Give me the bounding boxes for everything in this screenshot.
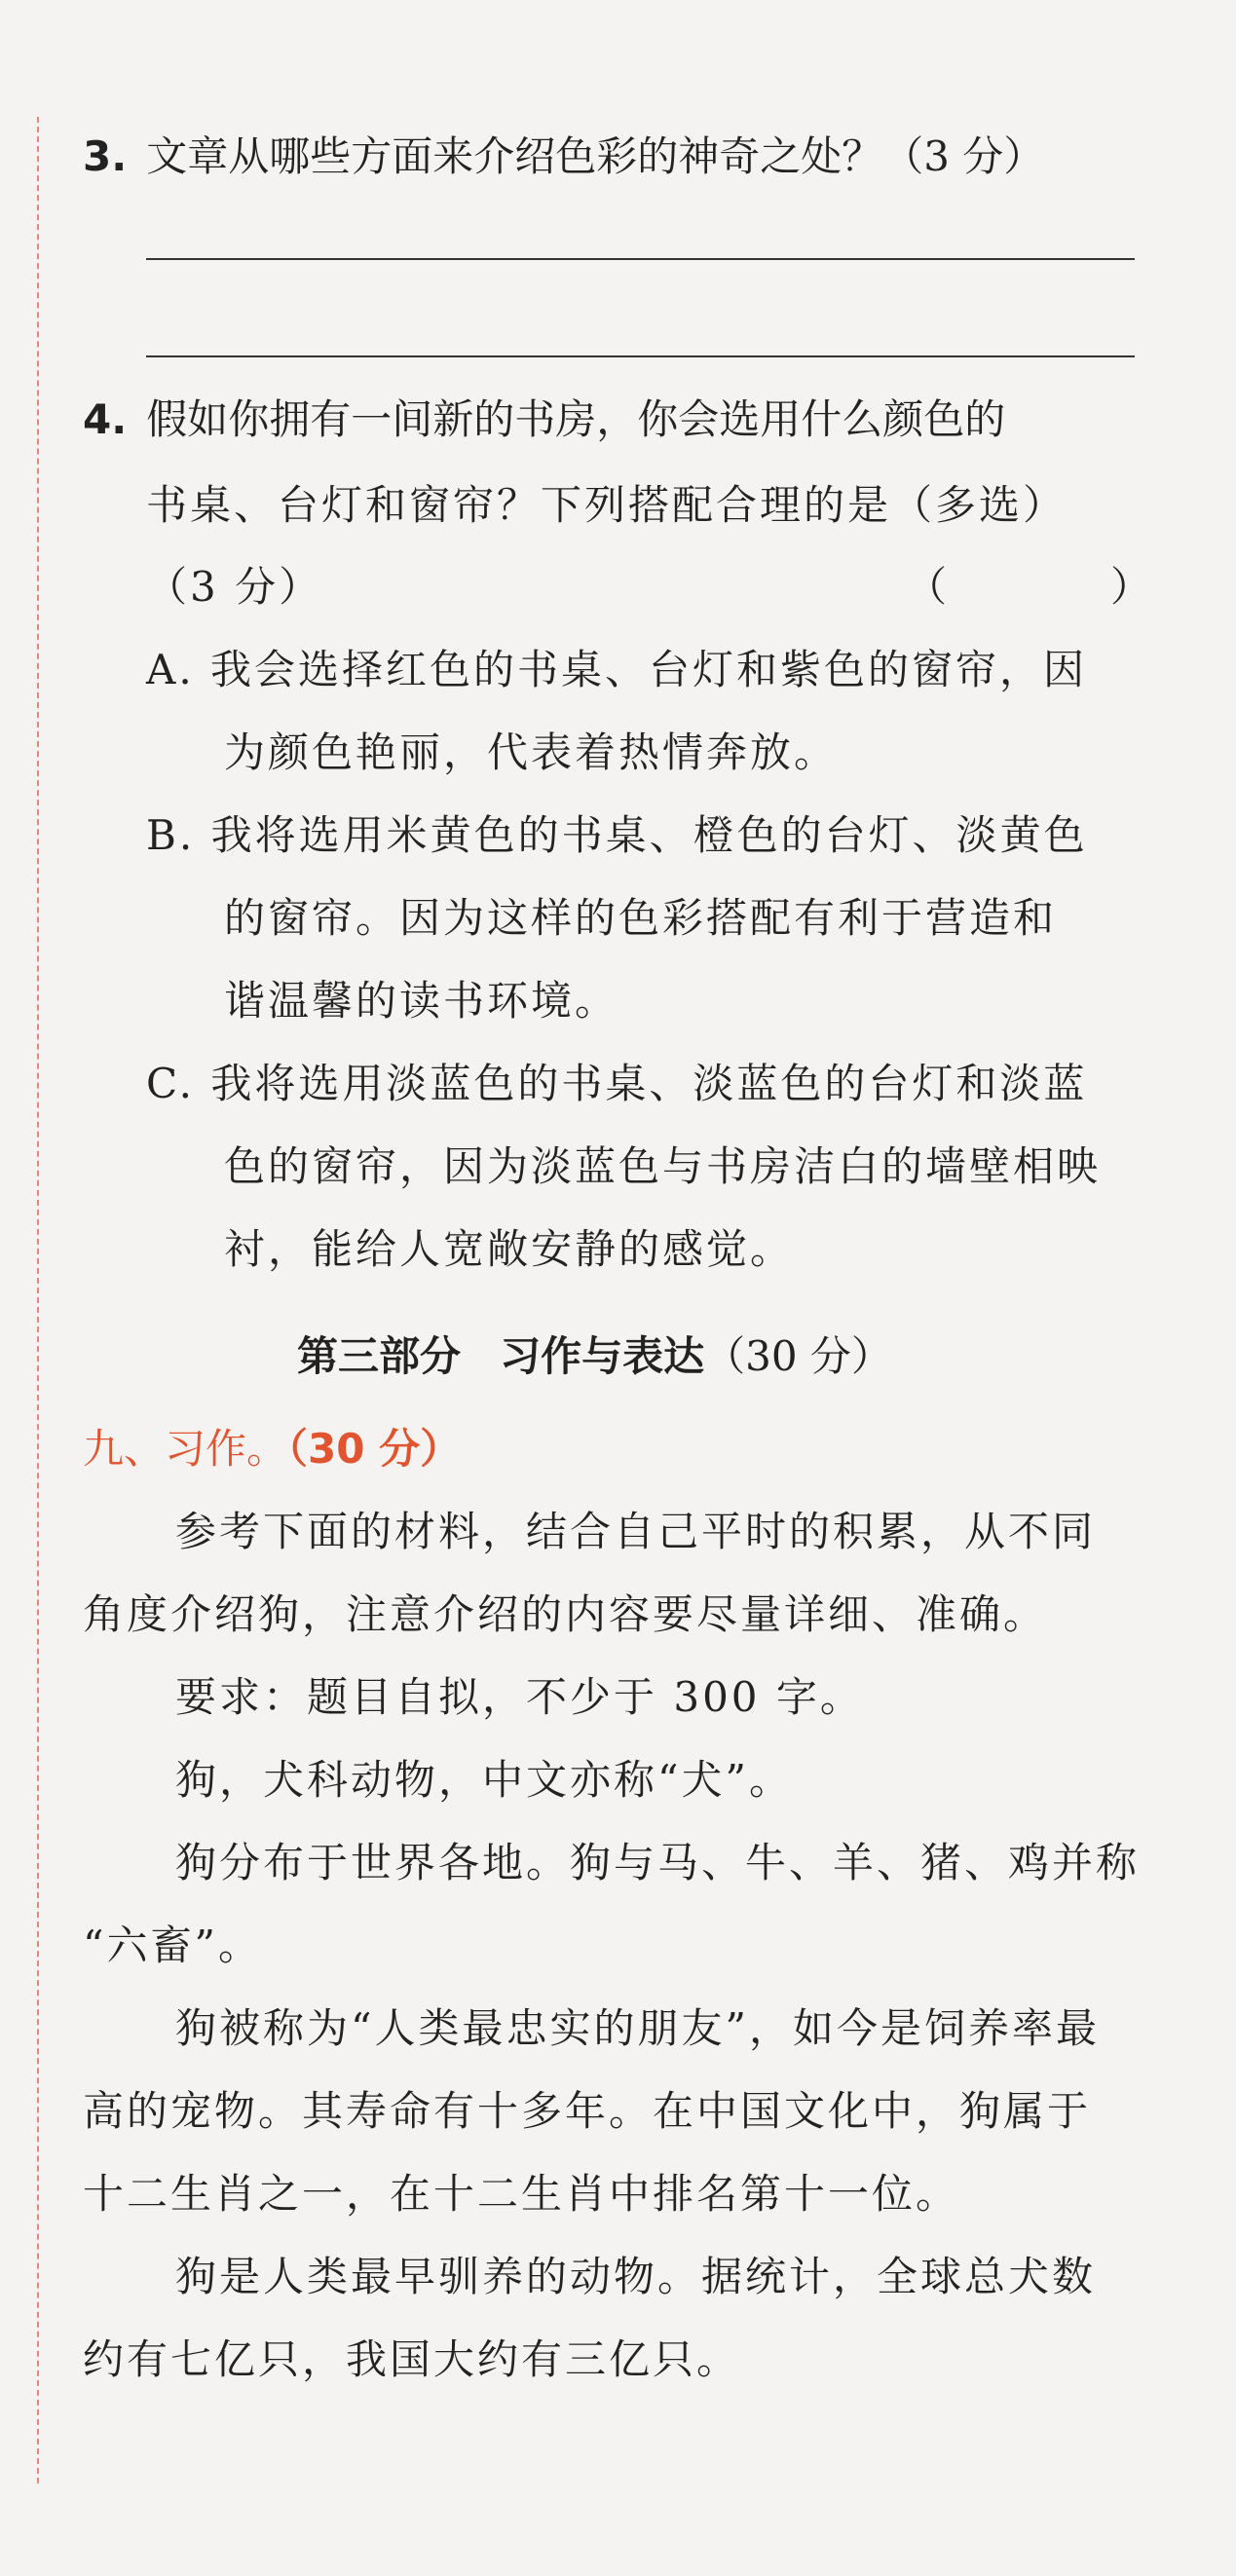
answer-paren-close[interactable]: ）: [1110, 563, 1152, 611]
option-letter: B.: [146, 811, 196, 859]
essay-line: 狗分布于世界各地。狗与马、牛、羊、猪、鸡并称: [175, 1839, 1141, 1886]
answer-line[interactable]: [146, 258, 1135, 260]
question-4: [83, 388, 1149, 446]
essay-line: 狗被称为“人类最忠实的朋友”，如今是饲养率最: [175, 2004, 1100, 2052]
option-text-line: 衬，能给人宽敞安静的感觉。: [224, 1225, 795, 1273]
option-letter: C.: [146, 1060, 195, 1107]
essay-line: “六畜”。: [83, 1922, 262, 1969]
option-b: [146, 803, 1088, 862]
question-number: 3.: [83, 132, 128, 180]
essay-score: （30 分）: [287, 1425, 462, 1473]
section-title: [297, 1325, 892, 1383]
answer-paren-open[interactable]: （: [906, 563, 948, 611]
essay-line: 约有七亿只，我国大约有三亿只。: [83, 2335, 741, 2383]
essay-line: 角度介绍狗，注意介绍的内容要尽量详细、准确。: [83, 1590, 1048, 1638]
option-letter: A.: [146, 646, 195, 693]
question-number: 4.: [83, 395, 128, 443]
essay-line: 高的宠物。其寿命有十多年。在中国文化中，狗属于: [83, 2087, 1092, 2135]
section-name: 习作与表达: [500, 1332, 705, 1380]
option-text-line: 我将选用淡蓝色的书桌、淡蓝色的台灯和淡蓝: [210, 1060, 1088, 1107]
question-text-line: 书桌、台灯和窗帘？下列搭配合理的是（多选）: [146, 481, 1067, 529]
essay-line: 要求：题目自拟，不少于 300 字。: [175, 1673, 864, 1721]
option-text-line: 我将选用米黄色的书桌、橙色的台灯、淡黄色: [210, 811, 1088, 859]
section-score: （30 分）: [704, 1332, 892, 1380]
essay-label: 九、习作。: [83, 1425, 288, 1473]
essay-line: 参考下面的材料，结合自己平时的积累，从不同: [175, 1508, 1097, 1555]
essay-line: 狗，犬科动物，中文亦称“犬”。: [175, 1756, 793, 1804]
option-a: [146, 638, 1087, 696]
option-text-line: 色的窗帘，因为淡蓝色与书房洁白的墙壁相映: [224, 1142, 1102, 1190]
option-c: [146, 1052, 1087, 1110]
question-text: 文章从哪些方面来介绍色彩的神奇之处？（3 分）: [146, 132, 1045, 180]
answer-line[interactable]: [146, 355, 1135, 357]
option-text-line: 的窗帘。因为这样的色彩搭配有利于营造和: [224, 894, 1058, 942]
margin-dashed-line: [37, 117, 39, 2483]
option-text-line: 我会选择红色的书桌、台灯和紫色的窗帘，因: [210, 646, 1088, 693]
essay-heading: [83, 1417, 461, 1475]
section-part: 第三部分: [297, 1332, 462, 1380]
question-text-line: 假如你拥有一间新的书房，你会选用什么颜色的: [146, 395, 1006, 443]
essay-line: 狗是人类最早驯养的动物。据统计，全球总犬数: [175, 2253, 1097, 2300]
question-text-line: （3 分）: [146, 563, 323, 611]
option-text-line: 谐温馨的读书环境。: [224, 977, 619, 1025]
essay-line: 十二生肖之一，在十二生肖中排名第十一位。: [83, 2170, 960, 2218]
option-text-line: 为颜色艳丽，代表着热情奔放。: [224, 728, 839, 776]
question-3: [83, 125, 1149, 183]
